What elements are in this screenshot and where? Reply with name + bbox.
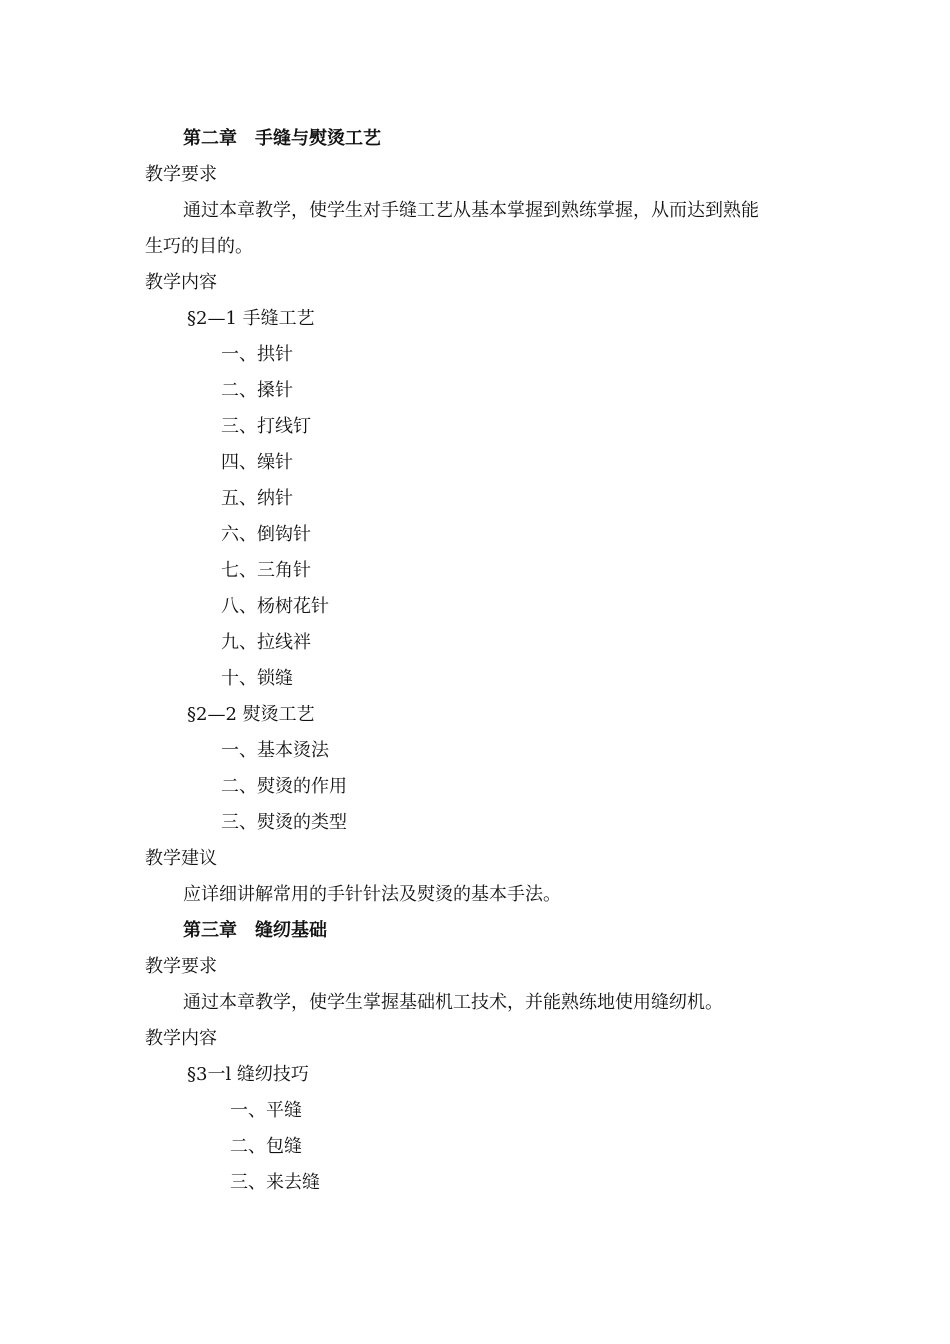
list-item: 二、熨烫的作用 bbox=[221, 776, 347, 797]
chapter2-content-heading: 教学内容 bbox=[145, 272, 217, 293]
list-item: 五、纳针 bbox=[221, 488, 293, 509]
list-item: 一、平缝 bbox=[230, 1100, 302, 1121]
section-2-1-title: §2—1 手缝工艺 bbox=[187, 308, 315, 329]
chapter3-title: 第三章 缝纫基础 bbox=[183, 920, 327, 941]
list-item: 二、搡针 bbox=[221, 380, 293, 401]
section-2-2-title: §2—2 熨烫工艺 bbox=[187, 704, 315, 725]
chapter2-requirements-line1: 通过本章教学，使学生对手缝工艺从基本掌握到熟练掌握，从而达到熟能 bbox=[183, 200, 759, 221]
chapter2-requirements-heading: 教学要求 bbox=[145, 164, 217, 185]
section-3-1-title: §3一l 缝纫技巧 bbox=[187, 1064, 309, 1085]
list-item: 一、基本烫法 bbox=[221, 740, 329, 761]
list-item: 三、来去缝 bbox=[230, 1172, 320, 1193]
list-item: 一、拱针 bbox=[221, 344, 293, 365]
chapter3-requirements-heading: 教学要求 bbox=[145, 956, 217, 977]
list-item: 三、打线钉 bbox=[221, 416, 311, 437]
chapter2-advice-text: 应详细讲解常用的手针针法及熨烫的基本手法。 bbox=[183, 884, 561, 905]
list-item: 七、三角针 bbox=[221, 560, 311, 581]
list-item: 四、缲针 bbox=[221, 452, 293, 473]
chapter3-requirements-text: 通过本章教学，使学生掌握基础机工技术，并能熟练地使用缝纫机。 bbox=[183, 992, 723, 1013]
chapter2-requirements-line2: 生巧的目的。 bbox=[145, 236, 253, 257]
list-item: 九、拉线袢 bbox=[221, 632, 311, 653]
chapter3-content-heading: 教学内容 bbox=[145, 1028, 217, 1049]
list-item: 六、倒钩针 bbox=[221, 524, 311, 545]
list-item: 十、锁缝 bbox=[221, 668, 293, 689]
list-item: 三、熨烫的类型 bbox=[221, 812, 347, 833]
chapter2-advice-heading: 教学建议 bbox=[145, 848, 217, 869]
list-item: 二、包缝 bbox=[230, 1136, 302, 1157]
chapter2-title: 第二章 手缝与熨烫工艺 bbox=[183, 128, 381, 149]
list-item: 八、杨树花针 bbox=[221, 596, 329, 617]
